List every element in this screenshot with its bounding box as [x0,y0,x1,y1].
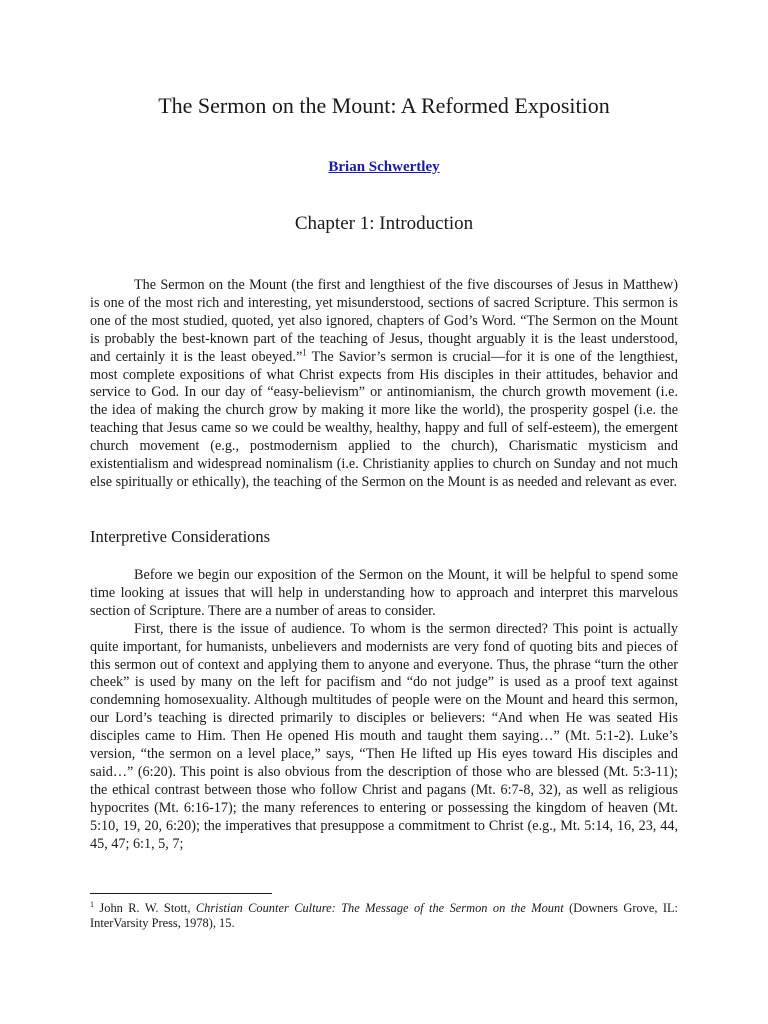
section-heading: Interpretive Considerations [90,527,271,546]
intro-paragraph [90,277,678,492]
footnote-publication: (Downers Grove, IL: InterVarsity Press, 1978), 15. [90,901,679,930]
footnote [90,901,678,931]
footnote-number: 1 [90,899,94,909]
footnote-divider [90,893,272,894]
document-title: The Sermon on the Mount: A Reformed Exposition [158,93,610,118]
section-paragraph: Before we begin our exposition of the Sermon on the Mount, it will be helpful to spend some time looking at issues that will help in understanding how to approach and interpret this marvelous section of Scripture. There are a number of areas to consider. [90,567,678,619]
intro-section [90,277,678,492]
chapter-heading: Chapter 1: Introduction [294,213,474,234]
footnote-author: John R. W. Stott, [94,901,196,915]
intro-text-before-ref: The Sermon on the Mount (the first and lengthiest of the five discourses of Jesus in Matthew) is one of the most rich and interesting, yet misunderstood, sections of sacred Scripture. This sermon is one of the most studied, quoted, yet also ignored, chapters of God’s Word. “The Sermon on the Mount is probably the best-known part of the teaching of Jesus, thought arguably it is the least understood, and certainly it is the least obeyed.” [90,277,678,365]
section-paragraph: First, there is the issue of audience. To whom is the sermon directed? This point is actually quite important, for humanists, unbelievers and modernists are very fond of quoting bits and pieces of this sermon out of context and applying them to anyone and everyone. Thus, the phrase “turn the other cheek” is used by many on the left for pacifism and “do not judge” is used as a proof text against condemning homosexuality. Although multitudes of people were on the Mount and heard this sermon, our Lord’s teaching is directed primarily to disciples or believers: “And when He was seated His disciples came to Him. Then He opened His mouth and taught them saying…” (Mt. 5:1-2). Luke’s version, “the sermon on a level place,” says, “Then He lifted up His eyes toward His disciples and said…” (6:20). This point is also obvious from the description of those who are blessed (Mt. 5:3-11); the ethical contrast between those who follow Christ and pagans (Mt. 6:7-8, 32), as well as religious hypocrites (Mt. 6:16-17); the many references to entering or possessing the kingdom of heaven (Mt. 5:10, 19, 20, 6:20); the imperatives that presuppose a commitment to Christ (e.g., Mt. 5:14, 16, 23, 44, 45, 47; 6:1, 5, 7; [90,620,678,852]
interpretive-section [90,567,678,854]
author-link[interactable]: Brian Schwertley [328,159,440,175]
intro-text-after-ref: The Savior’s sermon is crucial—for it is one of the lengthiest, most complete expositions of what Christ expects from His disciples in their attitudes, behavior and service to God. In our day of “easy-believism” or antinomianism, the church growth movement (i.e. the idea of making the church grow by making it more like the world), the prosperity gospel (i.e. the teaching that Jesus came so we could be wealthy, healthy, happy and full of self-esteem), the emergent church movement (e.g., postmodernism applied to the church), Charismatic mysticism and existentialism and widespread nominalism (i.e. Christianity applies to church on Sunday and not much else spiritually or ethically), the teaching of the Sermon on the Mount is as needed and relevant as ever. [90,348,678,490]
author-line [0,157,768,177]
footnote-book-title: Christian Counter Culture: The Message of the Sermon on the Mount [195,901,564,915]
footnote-reference[interactable]: 1 [302,346,307,357]
